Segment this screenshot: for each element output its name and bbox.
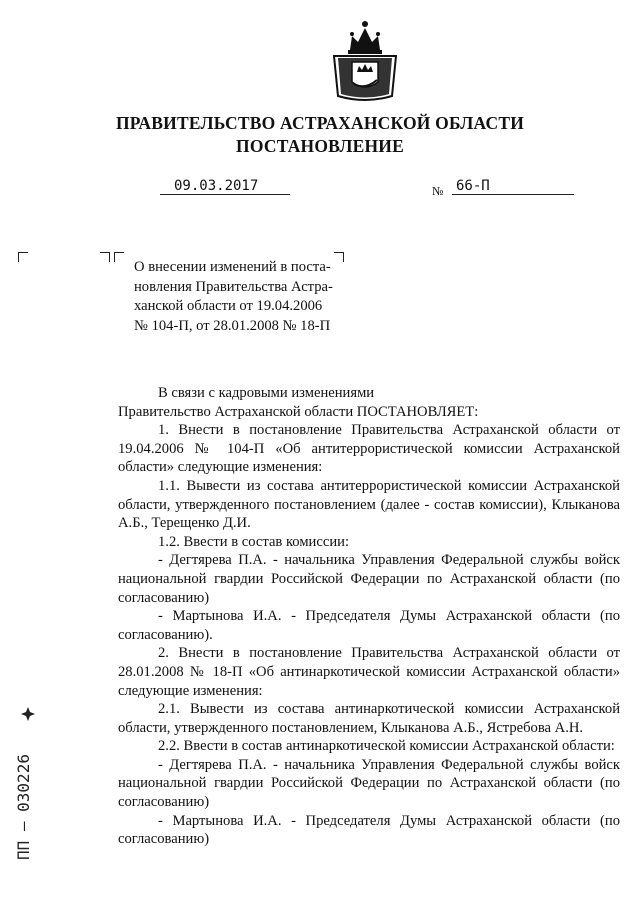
document-date: 09.03.2017 bbox=[160, 178, 290, 195]
title-line: № 104-П, от 28.01.2008 № 18-П bbox=[134, 317, 331, 334]
organization-title: ПРАВИТЕЛЬСТВО АСТРАХАНСКОЙ ОБЛАСТИ bbox=[115, 113, 525, 133]
body-paragraph: 2.1. Вывести из состава антинаркотической комиссии Астраханской области, утвержденного постановлением, Клыканова А.Б., Ястребова А.Н. bbox=[118, 701, 620, 736]
body-paragraph: - Дегтярева П.А. - начальника Управления Федеральной службы войск национальной гвардии Российской Федерации по Астраханской области (по согласованию) bbox=[118, 756, 620, 811]
body-paragraph: 1. Внести в постановление Правительства Астраханской области от 19.04.2006 № 104-П «Об антитеррористической комиссии Астраханской области» следующие изменения: bbox=[118, 422, 620, 476]
coat-of-arms-emblem bbox=[330, 10, 400, 105]
title-line: О внесении изменений в поста- bbox=[134, 259, 331, 275]
document-number: 66-П bbox=[452, 178, 574, 195]
title-corner-mark-left-a bbox=[100, 252, 110, 262]
body-paragraph: 1.2. Ввести в состав комиссии: bbox=[158, 533, 350, 550]
preamble-paragraph: В связи с кадровыми изменениями bbox=[158, 385, 375, 401]
stamp-mark-icon bbox=[20, 706, 36, 722]
body-paragraph: 2.2. Ввести в состав антинаркотической комиссии Астраханской области: bbox=[158, 738, 615, 755]
document-type: ПОСТАНОВЛЕНИЕ bbox=[236, 136, 404, 156]
title-line: новления Правительства Астра- bbox=[134, 278, 333, 295]
side-registration-number bbox=[8, 708, 48, 868]
document-body bbox=[118, 384, 620, 849]
side-number-text: ПП – 030226 bbox=[14, 754, 33, 860]
body-paragraph: - Мартынова И.А. - Председателя Думы Астраханской области (по согласованию) bbox=[118, 812, 620, 848]
body-paragraph: - Дегтярева П.А. - начальника Управления Федеральной службы войск национальной гвардии Российской Федерации по Астраханской области (по согласованию) bbox=[118, 552, 620, 606]
title-line: ханской области от 19.04.2006 bbox=[134, 298, 323, 314]
title-corner-mark-left-b bbox=[114, 252, 124, 262]
body-paragraph: 1.1. Вывести из состава антитеррористической комиссии Астраханской области, утвержденного постановлением (далее - состав комиссии), Клыканова А.Б., Терещенко Д.И. bbox=[118, 477, 620, 532]
number-sign: № bbox=[432, 184, 444, 198]
body-paragraph: - Мартынова И.А. - Председателя Думы Астраханской области (по согласованию). bbox=[118, 608, 620, 643]
left-margin-corner-mark bbox=[18, 252, 28, 262]
document-title bbox=[134, 258, 342, 336]
body-paragraph: 2. Внести в постановление Правительства Астраханской области от 28.01.2008 № 18-П «Об антинаркотической комиссии Астраханской области» следующие изменения: bbox=[118, 645, 620, 699]
resolution-paragraph: Правительство Астраханской области ПОСТАНОВЛЯЕТ: bbox=[118, 403, 479, 420]
